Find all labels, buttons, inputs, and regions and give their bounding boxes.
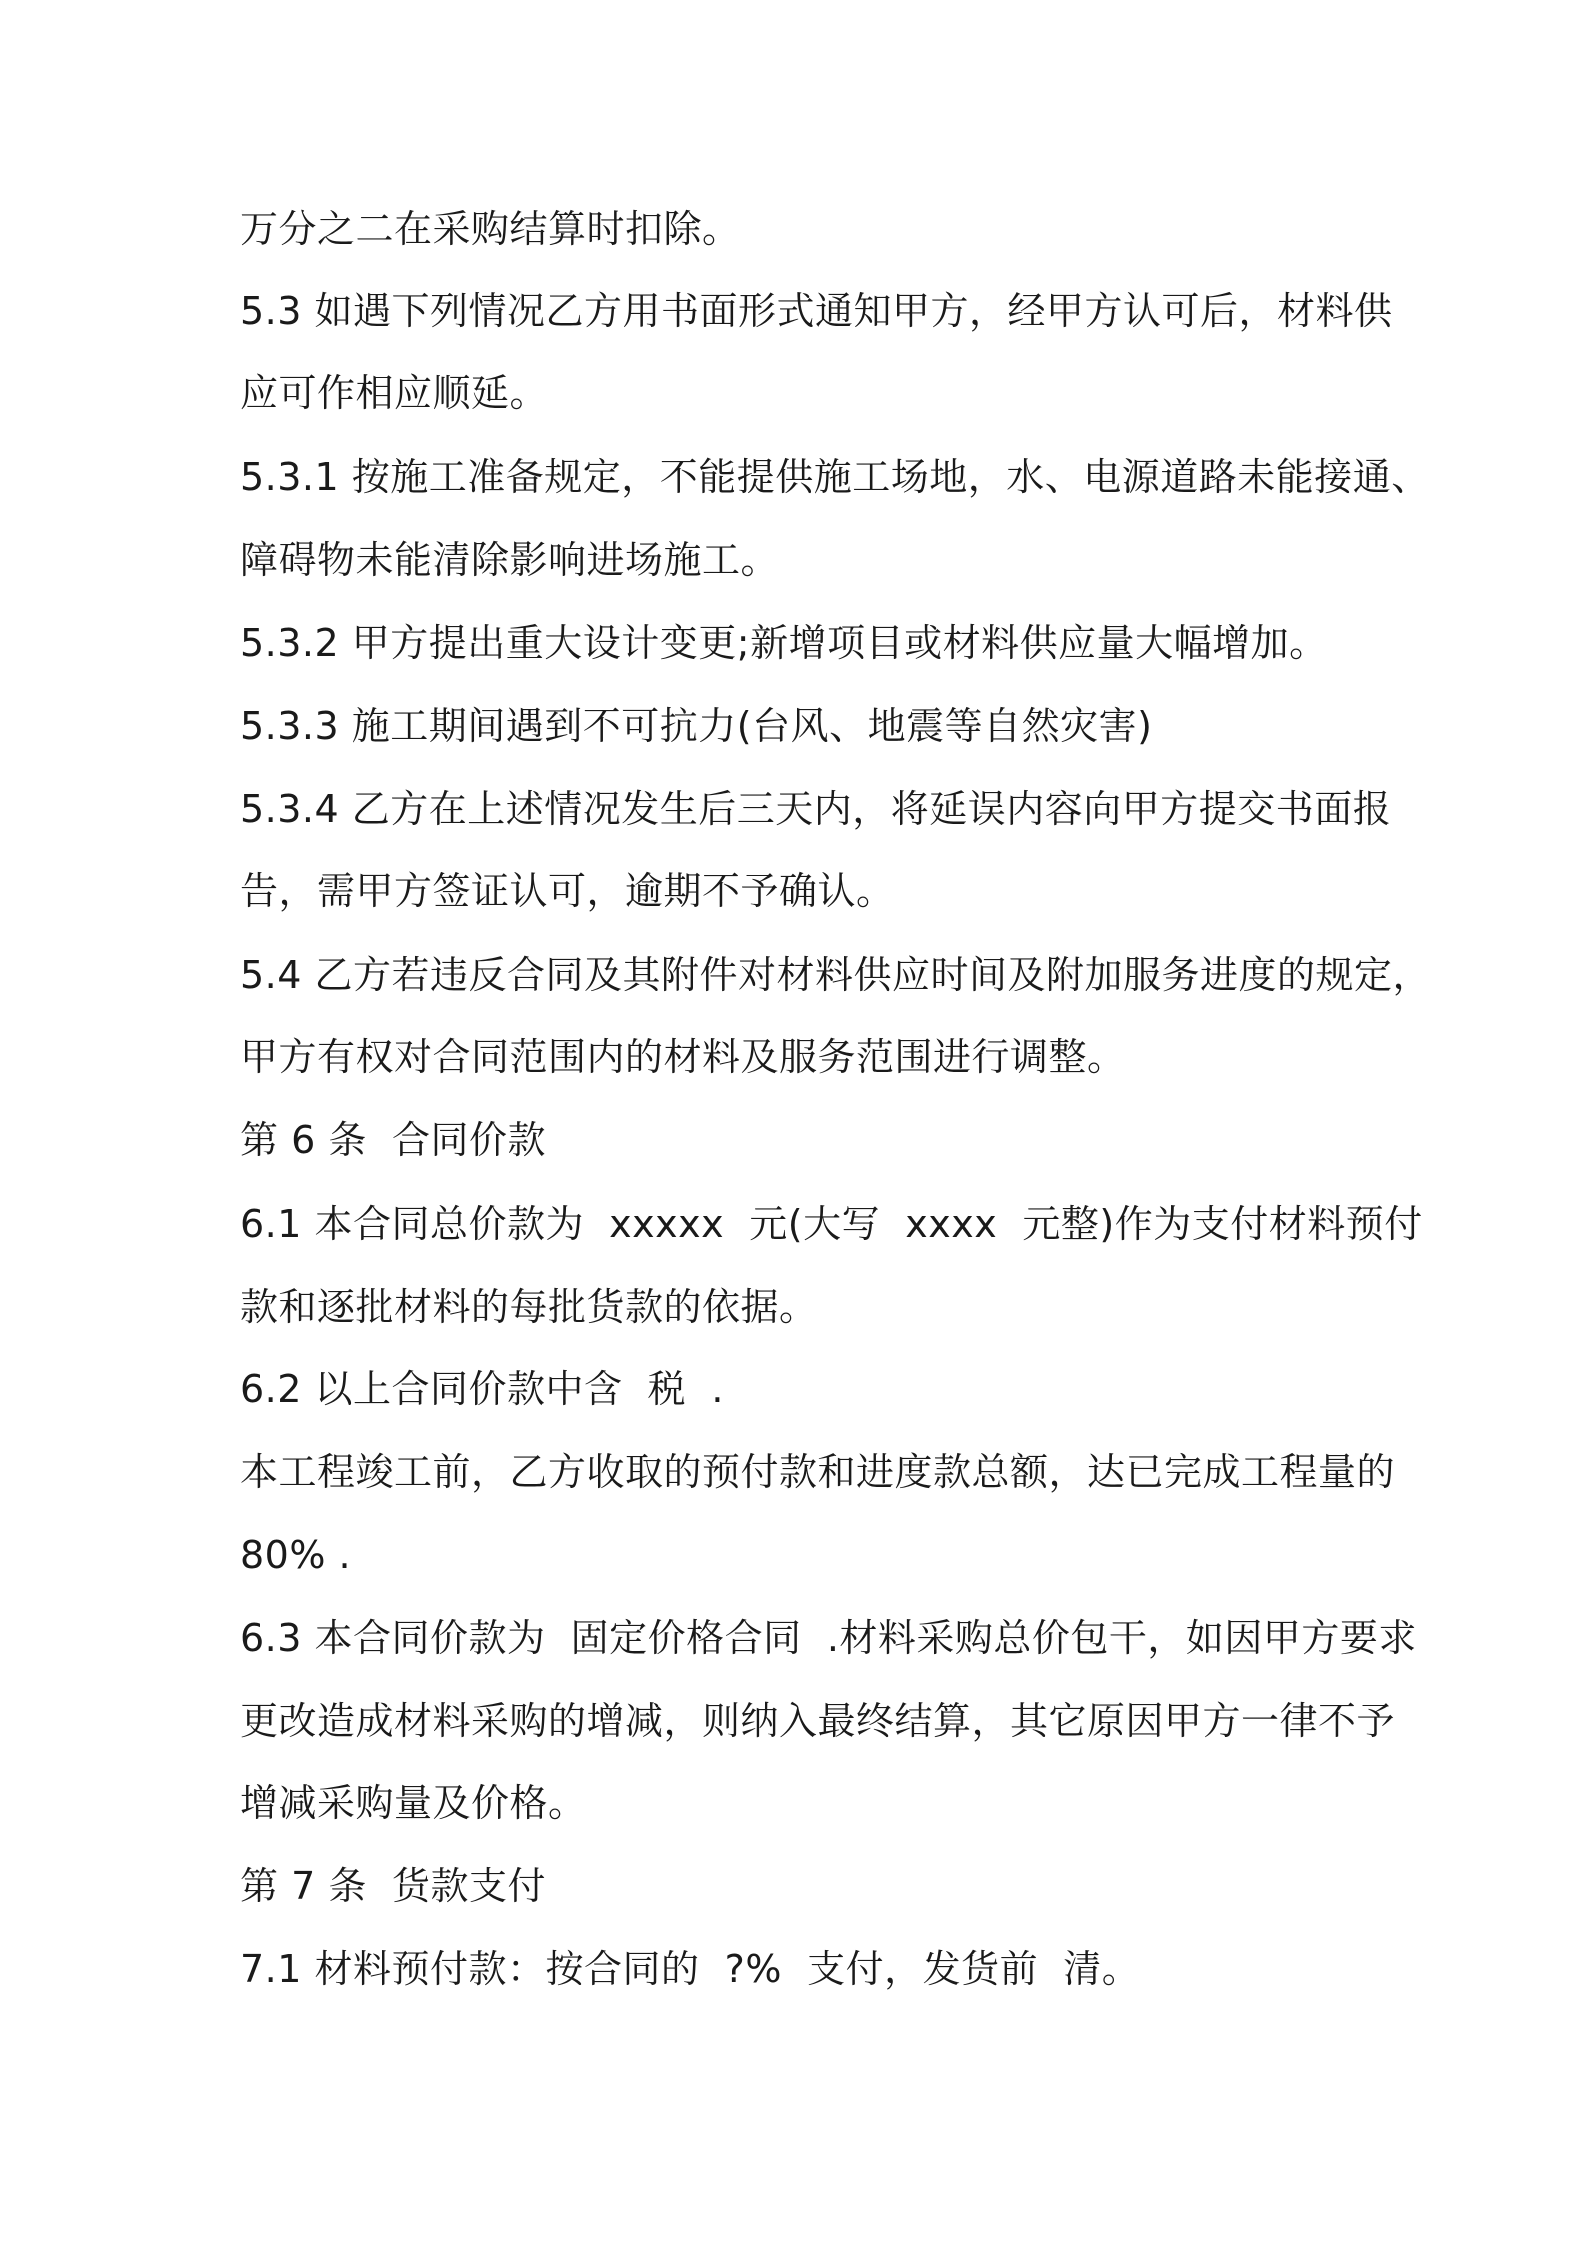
text-line: 万分之二在采购结算时扣除。 <box>240 207 741 251</box>
section-heading: 第 6 条 合同价款 <box>240 1118 546 1162</box>
text-line: 6.2 以上合同价款中含 税 . <box>240 1367 724 1411</box>
text-line: 障碍物未能清除影响进场施工。 <box>240 538 780 582</box>
text-line: 80% . <box>240 1533 352 1577</box>
text-line: 甲方有权对合同范围内的材料及服务范围进行调整。 <box>240 1035 1126 1079</box>
text-line: 6.1 本合同总价款为 xxxxx 元(大写 xxxx 元整)作为支付材料预付 <box>240 1202 1423 1246</box>
text-line: 应可作相应顺延。 <box>240 371 549 415</box>
text-line: 本工程竣工前，乙方收取的预付款和进度款总额，达已完成工程量的 <box>240 1450 1396 1494</box>
text-line: 增减采购量及价格。 <box>240 1781 587 1825</box>
text-line: 款和逐批材料的每批货款的依据。 <box>240 1285 818 1329</box>
text-line: 5.3.1 按施工准备规定，不能提供施工场地，水、电源道路未能接通、 <box>240 455 1430 499</box>
text-line: 5.3.2 甲方提出重大设计变更;新增项目或材料供应量大幅增加。 <box>240 621 1328 665</box>
text-line: 5.3.3 施工期间遇到不可抗力(台风、地震等自然灾害) <box>240 704 1153 748</box>
text-line: 5.3.4 乙方在上述情况发生后三天内，将延误内容向甲方提交书面报 <box>240 787 1392 831</box>
text-line: 更改造成材料采购的增减，则纳入最终结算，其它原因甲方一律不予 <box>240 1699 1396 1743</box>
section-heading: 第 7 条 货款支付 <box>240 1864 546 1908</box>
text-line: 5.4 乙方若违反合同及其附件对材料供应时间及附加服务进度的规定， <box>240 953 1432 997</box>
text-line: 7.1 材料预付款：按合同的 ?% 支付，发货前 清。 <box>240 1947 1141 1991</box>
text-line: 告，需甲方签证认可，逾期不予确认。 <box>240 869 895 913</box>
text-line: 5.3 如遇下列情况乙方用书面形式通知甲方，经甲方认可后，材料供 <box>240 289 1393 333</box>
text-line: 6.3 本合同价款为 固定价格合同 .材料采购总价包干，如因甲方要求 <box>240 1616 1417 1660</box>
